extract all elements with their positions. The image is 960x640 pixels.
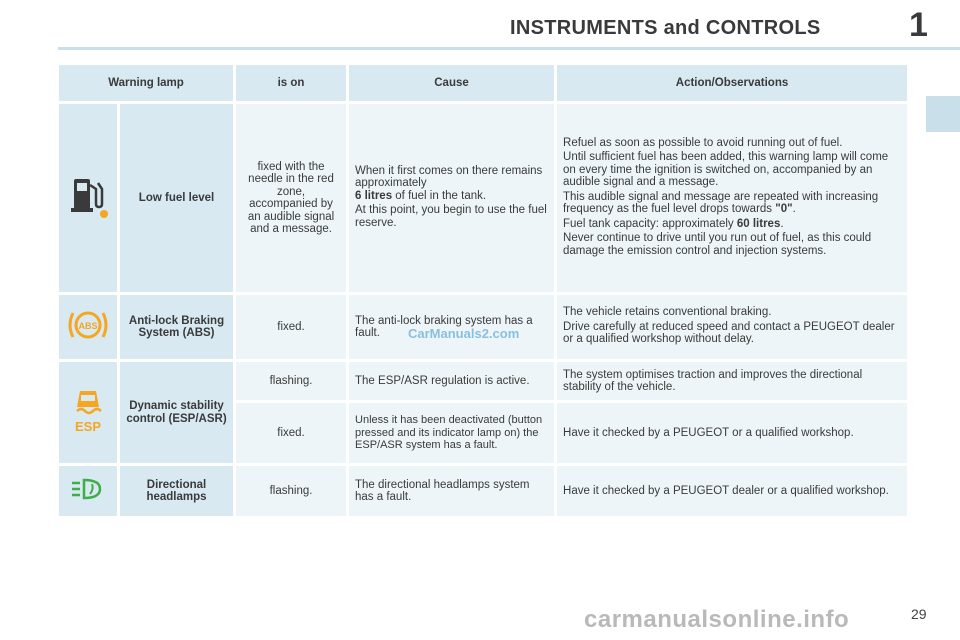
carmanuals-watermark: CarManuals2.com: [408, 326, 520, 341]
cause-esp-flashing: The ESP/ASR regulation is active.: [349, 362, 554, 400]
action-low-fuel-p1: Refuel as soon as possible to avoid running out of fuel.: [563, 136, 843, 149]
esp-skid-car-icon: [71, 387, 105, 435]
action-low-fuel-p3-end: .: [792, 203, 796, 216]
directional-headlamp-icon: [70, 477, 106, 501]
action-low-fuel-zero: "0": [775, 203, 793, 216]
action-low-fuel-p4: Fuel tank capacity: approximately: [563, 217, 737, 230]
esp-icon-cell: [59, 362, 117, 463]
is-on-headlamps: flashing.: [236, 466, 346, 516]
lamp-name-esp: Dynamic stability control (ESP/ASR): [120, 362, 233, 463]
low-fuel-icon-cell: [59, 104, 117, 292]
chapter-number: 1: [909, 6, 928, 44]
cause-low-fuel-litres: 6 litres: [355, 189, 393, 202]
header-warning-lamp: Warning lamp: [59, 65, 233, 101]
lamp-name-headlamps: Directional headlamps: [120, 466, 233, 516]
cause-low-fuel: [349, 104, 554, 292]
table-row-low-fuel: [59, 104, 907, 292]
lamp-name-low-fuel: Low fuel level: [120, 104, 233, 292]
lamp-name-abs: Anti-lock Braking System (ABS): [120, 295, 233, 359]
cause-esp-fixed: Unless it has been deactivated (button pressed and its indicator lamp on) the ESP/ASR system has a fault.: [349, 403, 554, 463]
header-is-on: is on: [236, 65, 346, 101]
action-abs: [557, 295, 907, 359]
is-on-low-fuel: fixed with the needle in the red zone, accompanied by an audible signal and a message.: [236, 104, 346, 292]
footer-watermark: carmanualsonline.info: [584, 606, 850, 633]
fuel-pump-icon: [68, 173, 108, 219]
warning-lamps-table: [56, 62, 910, 519]
esp-icon-label: ESP: [74, 418, 102, 434]
action-abs-p1: The vehicle retains conventional braking.: [563, 306, 772, 319]
action-low-fuel-p2: Until sufficient fuel has been added, this warning lamp will come on every time the ignition is switched on, accompanied by an audible signal and a message.: [563, 151, 889, 189]
header-action: Action/Observations: [557, 65, 907, 101]
is-on-abs: fixed.: [236, 295, 346, 359]
table-header-row: [59, 65, 907, 101]
cause-low-fuel-reserve: At this point, you begin to use the fuel reserve.: [355, 204, 547, 229]
action-low-fuel-p5: Never continue to drive until you run out of fuel, as this could damage the emission control and injection systems.: [563, 232, 872, 257]
cause-headlamps: The directional headlamps system has a fault.: [349, 466, 554, 516]
table-row-headlamps: [59, 466, 907, 516]
action-low-fuel: [557, 104, 907, 292]
abs-icon-label: ABS: [78, 321, 98, 332]
action-low-fuel-p3: This audible signal and message are repeated with increasing frequency as the fuel level drops towards: [563, 190, 879, 216]
table-row-esp-flashing: [59, 362, 907, 400]
page-title: INSTRUMENTS and CONTROLS: [510, 17, 821, 39]
page-number: 29: [911, 606, 927, 622]
action-abs-p2: Drive carefully at reduced speed and contact a PEUGEOT dealer or a qualified workshop without delay.: [563, 320, 895, 346]
is-on-esp-flashing: flashing.: [236, 362, 346, 400]
cause-low-fuel-text: When it first comes on there remains approximately: [355, 164, 543, 190]
cause-abs: The anti-lock braking system has a fault.: [349, 295, 554, 359]
header-divider: [58, 47, 960, 50]
headlamps-icon-cell: [59, 466, 117, 516]
cause-low-fuel-text-end: of fuel in the tank.: [392, 189, 487, 202]
abs-icon-cell: [59, 295, 117, 359]
chapter-side-tab: [926, 96, 960, 132]
is-on-esp-fixed: fixed.: [236, 403, 346, 463]
action-headlamps: Have it checked by a PEUGEOT dealer or a qualified workshop.: [557, 466, 907, 516]
action-esp-fixed: Have it checked by a PEUGEOT or a qualified workshop.: [557, 403, 907, 463]
action-esp-flashing: The system optimises traction and improves the directional stability of the vehicle.: [557, 362, 907, 400]
action-low-fuel-capacity: 60 litres: [736, 217, 781, 230]
abs-warning-icon: [67, 308, 109, 342]
action-low-fuel-p4-end: .: [780, 217, 784, 230]
header-cause: Cause: [349, 65, 554, 101]
